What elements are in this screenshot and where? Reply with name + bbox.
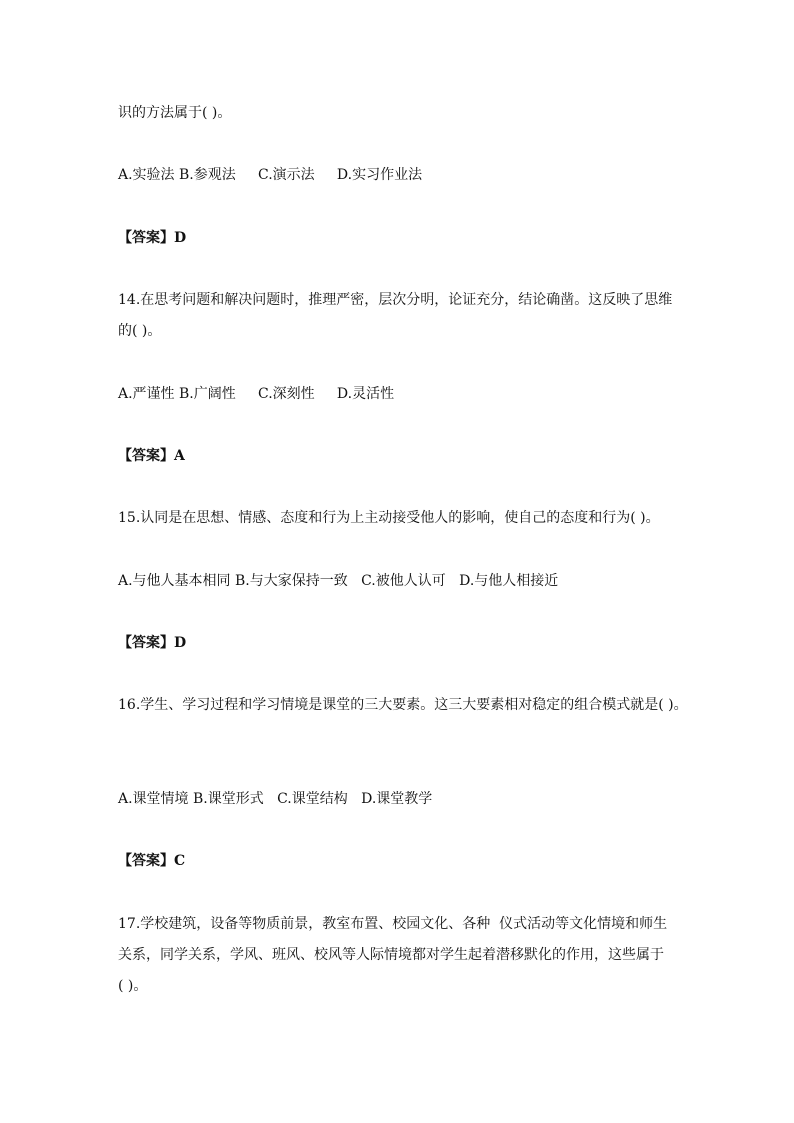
question-16-options: A.课堂情境 B.课堂形式 C.课堂结构 D.课堂教学 — [118, 791, 433, 807]
question-17-stem-end: ( )。 — [118, 978, 148, 994]
question-17-stem: 17.学校建筑，设备等物质前景，教室布置、校园文化、各种 仪式活动等文化情境和师生 — [118, 916, 668, 932]
question-15-stem: 15.认同是在思想、情感、态度和行为上主动接受他人的影响，使自己的态度和行为( )。 — [118, 510, 660, 526]
question-15-answer: 【答案】D — [118, 635, 187, 651]
question-13-stem-end: 识的方法属于( )。 — [118, 105, 232, 121]
question-14-options: A.严谨性 B.广阔性 C.深刻性 D.灵活性 — [118, 386, 395, 402]
question-16-stem: 16.学生、学习过程和学习情境是课堂的三大要素。这三大要素相对稳定的组合模式就是( )。 — [118, 697, 688, 713]
question-14-answer: 【答案】A — [118, 448, 185, 464]
question-17-stem-cont: 关系，同学关系，学风、班风、校风等人际情境都对学生起着潜移默化的作用，这些属于 — [118, 947, 664, 963]
question-13-options: A.实验法 B.参观法 C.演示法 D.实习作业法 — [118, 167, 423, 183]
question-14-stem-end: 的( )。 — [118, 323, 162, 339]
question-14-stem: 14.在思考问题和解决问题时，推理严密，层次分明，论证充分，结论确凿。这反映了思维 — [118, 292, 673, 308]
question-15-options: A.与他人基本相同 B.与大家保持一致 C.被他人认可 D.与他人相接近 — [118, 573, 559, 589]
question-16-answer: 【答案】C — [118, 853, 186, 869]
question-13-answer: 【答案】D — [118, 230, 187, 246]
